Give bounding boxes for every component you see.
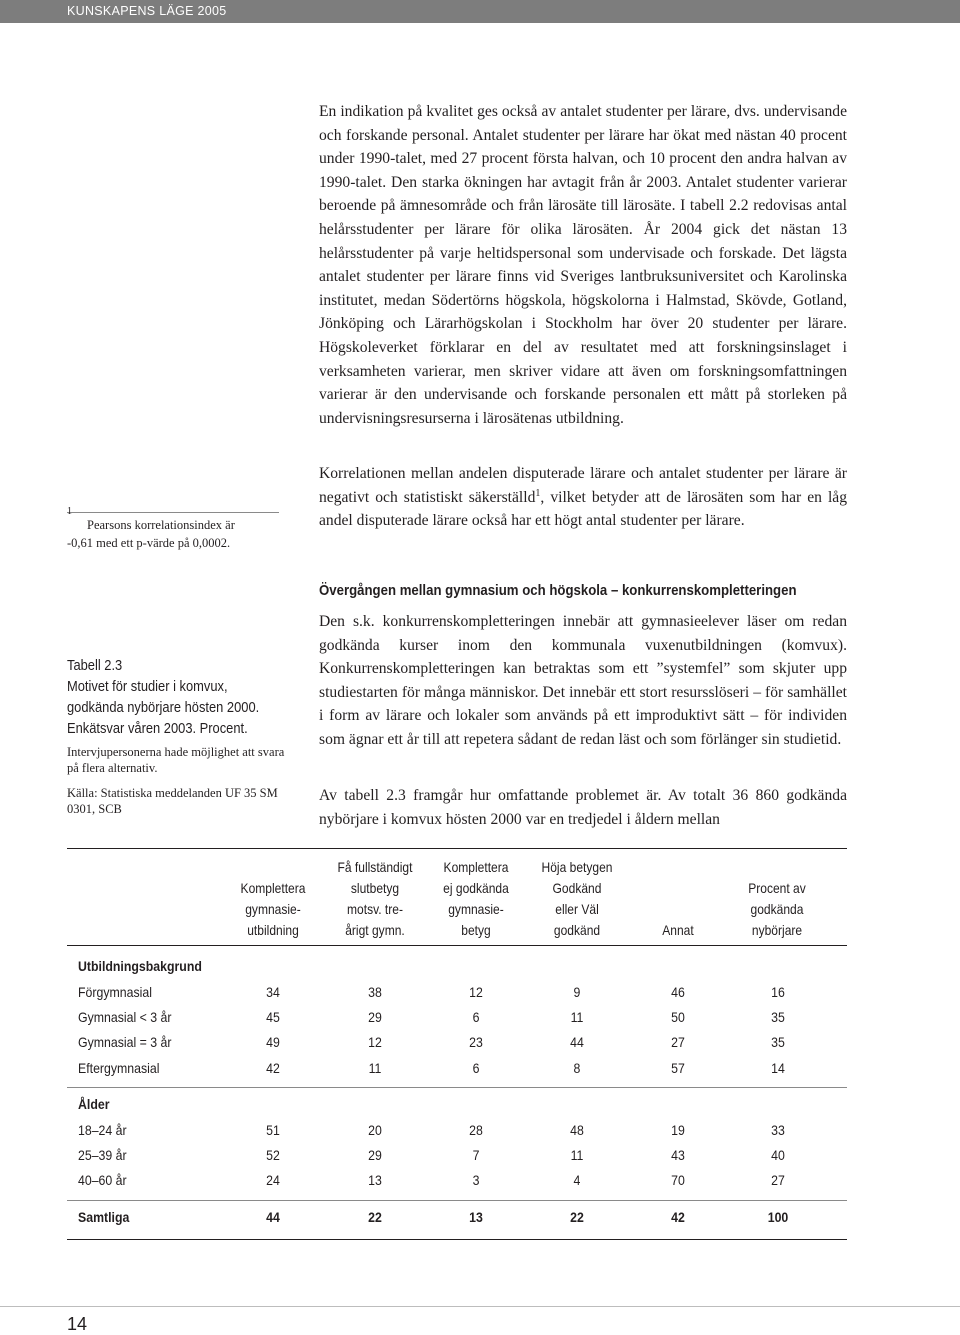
table-cell: 46	[671, 984, 685, 1000]
column-header: Annat	[662, 922, 694, 938]
row-label: Gymnasial = 3 år	[78, 1034, 172, 1050]
table-cell: 49	[266, 1034, 280, 1050]
table-cell: 42	[266, 1060, 280, 1076]
table-cell: 34	[266, 984, 280, 1000]
table-cell: 11	[570, 1009, 584, 1025]
column-header: Komplettera ej godkända gymnasie- betyg	[443, 859, 509, 938]
table-caption	[67, 655, 297, 817]
footnote	[67, 506, 279, 552]
body-paragraph-4: Av tabell 2.3 framgår hur omfattande problemet är. Av totalt 36 860 godkända nybörjare i komvux hösten 2000 var en tredjedel i åldern mellan	[319, 787, 847, 828]
body-paragraph-2-part-b: , vilket betyder att de lärosäten som har en låg andel disputerade lärare också har ett högt antal studenter per lärare.	[319, 488, 847, 530]
data-table	[67, 848, 847, 1240]
total-row-label: Samtliga	[78, 1209, 130, 1225]
table-cell: 20	[368, 1122, 382, 1138]
table-cell: 33	[771, 1122, 785, 1138]
header-rule	[67, 945, 847, 946]
table-cell: 16	[771, 984, 785, 1000]
table-cell: 29	[368, 1009, 382, 1025]
total-cell: 13	[469, 1209, 483, 1225]
table-cell: 57	[671, 1060, 685, 1076]
column-header: Komplettera gymnasie- utbildning	[240, 880, 306, 938]
table-cell: 23	[469, 1034, 483, 1050]
total-rule	[67, 1200, 847, 1201]
table-cell: 40	[771, 1147, 785, 1163]
table-cell: 43	[671, 1147, 685, 1163]
page-footer	[0, 1306, 960, 1335]
body-paragraph-1: En indikation på kvalitet ges också av antalet studenter per lärare, dvs. undervisande och forskande personal. Antalet studenter per lärare har ökat med nästan 40 procent under 1990-talet, med 27 procent första halvan, och 10 procent den andra halvan av 1990-talet. Den starka ökningen har avtagit från år 2003. Antalet studenter varierar beroende på ämnesområde och från lärosäte till lärosäte. I tabell 2.2 redovisas antal helårsstudenter per lärare för olika lärosäten. År 2004 gick det nästan 13 helårsstudenter på varje heltidspersonal som undervisade och forskade. Det lägsta antalet studenter per lärare finns vid Sveriges lantbruksuniversitet och Karolinska institutet, medan Södertörns högskola, högskolorna i Halmstad, Skövde, Gotland, Jönköping och Lärarhögskolan i Stockholm har över 20 studenter per lärare. Högskoleverket förklarar en del av resultatet med att forskningsinslaget i verksamheten varierar, men skriver vidare att även om forskningsomfattningen varierar är den undervisande och forskande personalen ett mått på storleken på undervisningsresurserna i lärosätenas utbildning.	[319, 103, 847, 427]
table-cell: 11	[368, 1060, 382, 1076]
footnote-line-2: -0,61 med ett p-värde på 0,0002.	[67, 536, 231, 550]
body-paragraph-2	[319, 462, 847, 533]
table-cell: 51	[266, 1122, 280, 1138]
table-cell: 50	[671, 1009, 685, 1025]
row-label: Gymnasial < 3 år	[78, 1009, 172, 1025]
table-cell: 52	[266, 1147, 280, 1163]
row-label: Eftergymnasial	[78, 1060, 160, 1076]
table-cell: 35	[771, 1034, 785, 1050]
column-header: Procent av godkända nybörjare	[748, 880, 806, 938]
caption-title-line-4: Enkätsvar våren 2003. Procent.	[67, 720, 248, 737]
table-cell: 29	[368, 1147, 382, 1163]
footnote-line-1: Pearsons korrelationsindex är	[87, 518, 235, 532]
page-number: 14	[67, 1314, 88, 1334]
body-paragraph-3: Den s.k. konkurrenskompletteringen innebär att gymnasieelever läser om redan godkända kurser inom den kommunala vuxenutbildningen (komvux). Konkurrenskompletteringen kan betraktas som ett ”systemfel” som skjuter upp studiestarten för många människor. Det innebär ett stort resursslöseri – för samhället i form av lärare och lokaler som används på ett improduktivt sätt – för individen som ägnar ett år till att repetera sådant de redan läst och som förlänger sin studietid.	[319, 613, 847, 748]
table-cell: 9	[573, 984, 581, 1000]
table-cell: 28	[469, 1122, 483, 1138]
column-header: Få fullständigt slutbetyg motsv. tre- årigt gymn.	[337, 859, 413, 938]
table-cell: 27	[771, 1172, 785, 1188]
row-label: 18–24 år	[78, 1122, 127, 1138]
table-cell: 44	[570, 1034, 584, 1050]
caption-note: Intervjupersonerna hade möjlighet att svara på flera alternativ.	[67, 745, 285, 775]
total-cell: 22	[368, 1209, 382, 1225]
table-cell: 45	[266, 1009, 280, 1025]
footnote-reference[interactable]: 1	[535, 487, 541, 499]
table-cell: 14	[771, 1060, 785, 1076]
total-cell: 42	[671, 1209, 685, 1225]
group-title: Utbildningsbakgrund	[78, 958, 202, 974]
total-cell: 100	[767, 1209, 789, 1225]
running-header-bar	[0, 0, 960, 23]
table-cell: 6	[472, 1060, 480, 1076]
footnote-mark: 1	[67, 506, 72, 517]
table-cell: 48	[570, 1122, 584, 1138]
section-heading: Övergången mellan gymnasium och högskola – konkurrenskompletteringen	[319, 582, 797, 599]
total-cell: 22	[570, 1209, 584, 1225]
table-cell: 7	[472, 1147, 480, 1163]
running-header-title: KUNSKAPENS LÄGE 2005	[67, 4, 227, 18]
caption-title-line-3: godkända nybörjare hösten 2000.	[67, 699, 260, 716]
group-rule	[67, 1087, 847, 1088]
group-title: Ålder	[78, 1096, 110, 1112]
table-cell: 70	[671, 1172, 685, 1188]
column-header: Höja betygen Godkänd eller Väl godkänd	[541, 859, 613, 938]
table-cell: 12	[469, 984, 483, 1000]
caption-title-line-2: Motivet för studier i komvux,	[67, 678, 228, 695]
table-cell: 24	[266, 1172, 280, 1188]
caption-source: Källa: Statistiska meddelanden UF 35 SM 0301, SCB	[67, 786, 278, 816]
table-cell: 4	[573, 1172, 581, 1188]
table-cell: 38	[368, 984, 382, 1000]
table-cell: 8	[573, 1060, 581, 1076]
table-cell: 6	[472, 1009, 480, 1025]
body-paragraph-2-part-a: Korrelationen mellan andelen disputerade lärare och antalet studenter per lärare är negativt och statistiskt säkerställd	[319, 465, 847, 506]
total-cell: 44	[266, 1209, 280, 1225]
row-label: 25–39 år	[78, 1147, 127, 1163]
table-cell: 3	[472, 1172, 480, 1188]
caption-title-line-1: Tabell 2.3	[67, 657, 123, 674]
table-cell: 11	[570, 1147, 584, 1163]
table-header-row	[67, 849, 847, 941]
table-cell: 35	[771, 1009, 785, 1025]
table-cell: 13	[368, 1172, 382, 1188]
table-cell: 12	[368, 1034, 382, 1050]
row-label: 40–60 år	[78, 1172, 127, 1188]
row-label: Förgymnasial	[78, 984, 152, 1000]
table-cell: 27	[671, 1034, 685, 1050]
table-cell: 19	[671, 1122, 685, 1138]
